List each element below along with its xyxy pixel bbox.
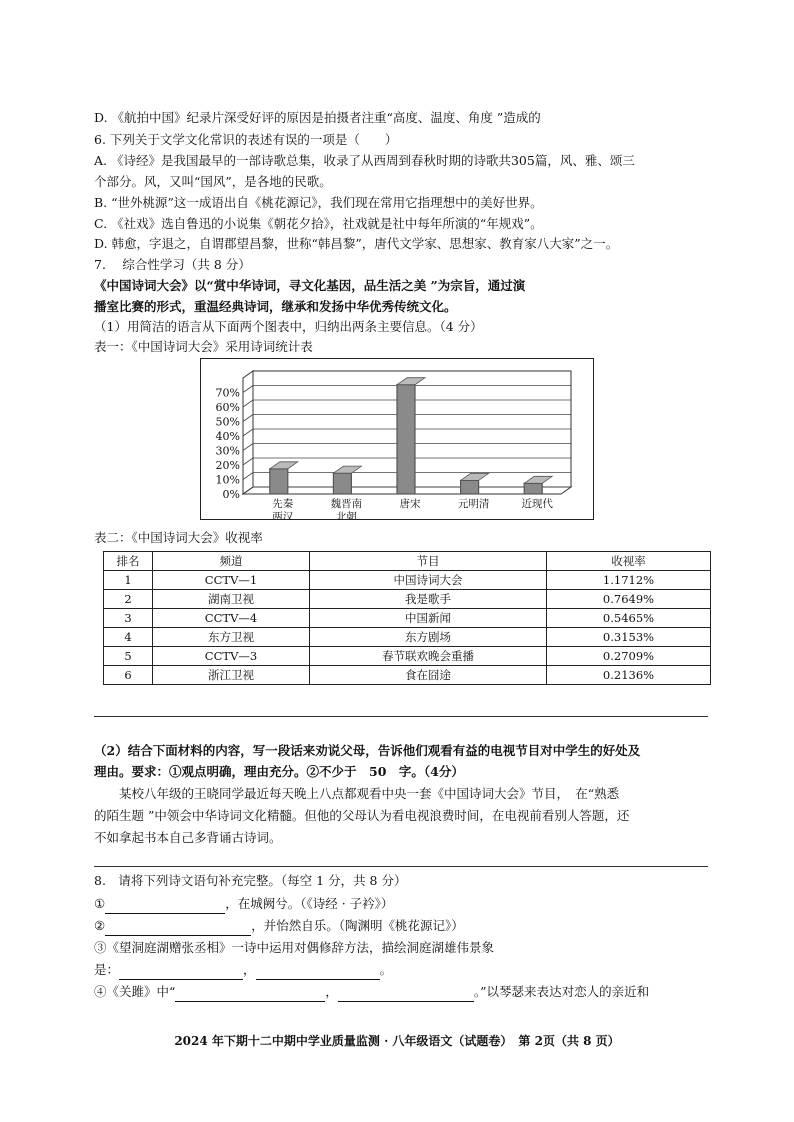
header-program: 节目	[310, 552, 547, 571]
cell-channel: CCTV—3	[153, 647, 310, 666]
item-head: ④《关雎》中“	[94, 984, 176, 999]
cell-program: 食在囧途	[310, 666, 547, 685]
fill-blank[interactable]	[175, 987, 325, 1002]
bar	[461, 480, 479, 494]
cell-channel: 湖南卫视	[153, 590, 310, 609]
question-6-stem: 6. 下列关于文学文化常识的表述有误的一项是（ ）	[94, 132, 398, 147]
table-row	[104, 609, 711, 628]
cell-rank: 6	[104, 666, 153, 685]
cell-rating: 0.5465%	[547, 609, 711, 628]
header-channel: 频道	[153, 552, 310, 571]
header-rank: 排名	[104, 552, 153, 571]
ratings-table	[103, 551, 711, 685]
item-tail: 。”以琴瑟来表达对恋人的亲近和	[473, 984, 650, 999]
poetry-chart-frame	[200, 358, 594, 520]
question-8-item-3-cont	[94, 960, 392, 980]
table-header-row	[104, 552, 711, 571]
cell-program: 中国诗词大会	[310, 571, 547, 590]
x-tick-label: 元明清	[457, 498, 490, 510]
gridline-depth	[243, 415, 253, 422]
y-tick-label: 0%	[222, 488, 240, 501]
cell-rating: 0.7649%	[547, 590, 711, 609]
cell-program: 春节联欢晚会重播	[310, 647, 547, 666]
x-tick-label: 先秦	[272, 498, 294, 510]
cell-channel: 东方卫视	[153, 628, 310, 647]
item-sep: ，	[243, 962, 256, 977]
bar-top	[270, 462, 298, 469]
question-6-option-d: D. 韩愈，字退之，自谓郡望昌黎，世称“韩昌黎”，唐代文学家、思想家、教育家八大家”之一。	[94, 236, 619, 251]
table-row	[104, 571, 711, 590]
question-7-title: 7. 综合性学习（共 8 分）	[94, 257, 251, 272]
question-8-item-3: ③《望洞庭湖赠张丞相》一诗中运用对偶修辞方法，描绘洞庭湖雄伟景象	[94, 940, 495, 955]
cell-rank: 3	[104, 609, 153, 628]
y-tick-label: 30%	[215, 444, 240, 458]
x-tick-label: 近现代	[521, 498, 553, 510]
answer-line[interactable]	[94, 866, 708, 867]
gridline-depth	[243, 473, 253, 480]
bar-top	[524, 476, 552, 483]
question-8-item-4	[94, 982, 649, 1002]
item-sep: ，	[325, 984, 338, 999]
y-tick-label: 60%	[215, 401, 240, 414]
fill-blank[interactable]	[338, 987, 474, 1002]
question-7-sub-1: （1）用简洁的语言从下面两个图表中，归纳出两条主要信息。（4 分）	[94, 319, 483, 334]
cell-channel: CCTV—4	[153, 609, 310, 628]
table-row	[104, 628, 711, 647]
gridline-depth	[243, 429, 253, 436]
item-number: ①	[94, 896, 106, 911]
fill-blank[interactable]	[119, 965, 243, 980]
y-tick-label: 70%	[215, 386, 240, 400]
option-d-line: D. 《航拍中国》纪录片深受好评的原因是拍摄者注重“高度、温度、角度 ”造成的	[94, 110, 541, 125]
question-7-material-1: 《中国诗词大会》以“赏中华诗词，寻文化基因，品生活之美 ”为宗旨，通过演	[94, 278, 526, 293]
cell-rating: 1.1712%	[547, 571, 711, 590]
gridline-depth	[243, 444, 253, 451]
x-tick-label: 唐宋	[399, 498, 421, 510]
table-row	[104, 647, 711, 666]
cell-rank: 4	[104, 628, 153, 647]
question-8-item-1	[94, 894, 393, 914]
y-tick-label: 50%	[215, 415, 240, 429]
cell-channel: 浙江卫视	[153, 666, 310, 685]
y-tick-label: 10%	[215, 473, 240, 487]
cell-rank: 5	[104, 647, 153, 666]
fill-blank[interactable]	[105, 899, 225, 914]
x-tick-label: 魏晋南	[330, 498, 363, 510]
bar	[270, 469, 288, 494]
cell-program: 我是歌手	[310, 590, 547, 609]
gridline-depth	[243, 487, 253, 494]
cell-rank: 1	[104, 571, 153, 590]
answer-line[interactable]	[94, 716, 708, 717]
item-tail: ，在城阙兮。（《诗经 · 子衿》）	[225, 896, 394, 911]
item-number: ②	[94, 918, 106, 933]
cell-rating: 0.2136%	[547, 666, 711, 685]
table-1-caption: 表一：《中国诗词大会》采用诗词统计表	[94, 339, 313, 354]
table-row	[104, 590, 711, 609]
bar-top	[397, 378, 425, 385]
y-tick-label: 20%	[215, 459, 240, 472]
question-6-option-c: C. 《社戏》选自鲁迅的小说集《朝花夕拾》，社戏就是社中每年所演的“年规戏”。	[94, 216, 543, 231]
question-6-option-b: B. “世外桃源”这一成语出自《桃花源记》，我们现在常用它指理想中的美好世界。	[94, 195, 543, 210]
fill-blank[interactable]	[256, 965, 380, 980]
cell-rating: 0.3153%	[547, 628, 711, 647]
material-paragraph-3: 不如拿起书本自己多背诵古诗词。	[94, 830, 282, 845]
material-paragraph-1: 某校八年级的王晓同学最近每天晚上八点都观看中央一套《中国诗词大会》节目， 在“熟悉	[94, 786, 620, 801]
item-tail: 。	[379, 962, 393, 977]
bar	[397, 385, 415, 494]
x-tick-label-line2: 北朝	[335, 511, 357, 519]
question-6-option-a-cont: 个部分。风，又叫“国风”，是各地的民歌。	[94, 174, 332, 189]
table-2-caption: 表二：《中国诗词大会》收视率	[94, 530, 263, 545]
bar-top	[461, 473, 489, 480]
gridline-depth	[243, 400, 253, 407]
material-paragraph-2: 的陌生题 ”中领会中华诗词文化精髓。但他的父母认为看电视浪费时间，在电视前看别人答题，还	[94, 808, 630, 823]
item-head: 是：	[94, 962, 120, 977]
question-7-material-2: 播室比赛的形式，重温经典诗词，继承和发扬中华优秀传统文化。	[94, 299, 457, 314]
question-7-sub-2: （2）结合下面材料的内容，写一段话来劝说父母，告诉他们观看有益的电视节目对中学生的好处及	[94, 743, 641, 758]
fill-blank[interactable]	[105, 921, 251, 936]
page-footer: 2024 年下期十二中期中学业质量监测 · 八年级语文（试题卷） 第 2页（共 8 页）	[174, 1034, 620, 1048]
gridline-depth	[243, 458, 253, 465]
y-tick-label: 40%	[215, 430, 240, 443]
question-6-option-a: A. 《诗经》是我国最早的一部诗歌总集，收录了从西周到春秋时期的诗歌共305篇，风、雅、颂三	[94, 153, 635, 168]
table-row	[104, 666, 711, 685]
cell-program: 东方剧场	[310, 628, 547, 647]
header-rating: 收视率	[547, 552, 711, 571]
cell-program: 中国新闻	[310, 609, 547, 628]
question-8-title: 8. 请将下列诗文语句补充完整。（每空 1 分，共 8 分）	[94, 873, 407, 888]
question-7-sub-2-requirements: 理由。要求：①观点明确，理由充分。②不少于 50 字。（4分）	[94, 764, 464, 779]
bar	[333, 473, 351, 494]
x-tick-label-line2: 两汉	[272, 511, 294, 519]
item-tail: ，并怡然自乐。（陶渊明《桃花源记》）	[251, 918, 464, 933]
poetry-bar-chart	[201, 359, 593, 519]
bar	[524, 483, 542, 494]
cell-rank: 2	[104, 590, 153, 609]
cell-rating: 0.2709%	[547, 647, 711, 666]
gridline-depth	[243, 386, 253, 393]
cell-channel: CCTV—1	[153, 571, 310, 590]
question-8-item-2	[94, 916, 464, 936]
